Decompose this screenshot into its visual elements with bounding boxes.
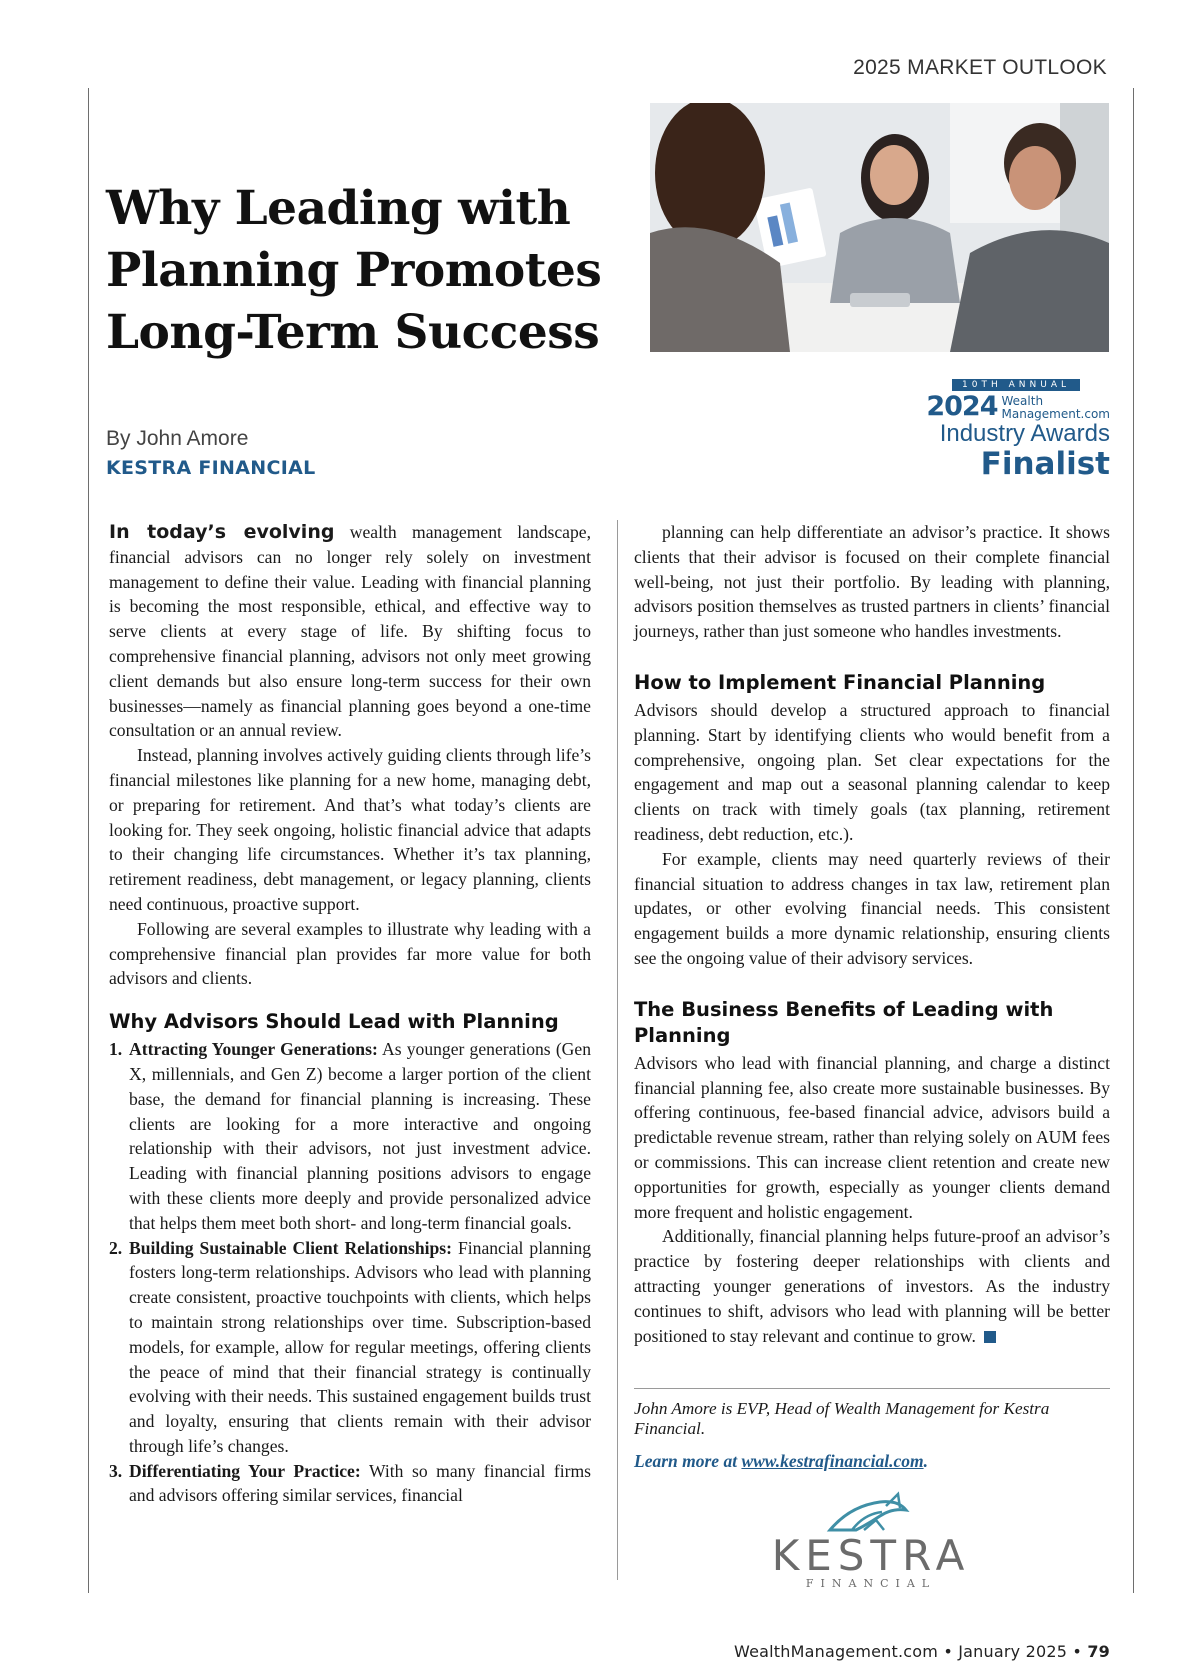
learn-more-prefix: Learn more at: [634, 1451, 742, 1471]
section-heading: The Business Benefits of Leading with Planning: [634, 997, 1054, 1047]
body-paragraph: Following are several examples to illustrate why leading with a comprehensive financial plan provides far more value for both advisors and clients.: [109, 918, 591, 989]
meeting-photo: [650, 103, 1109, 352]
award-name: Industry Awards: [939, 420, 1110, 447]
right-rule: [1133, 88, 1134, 1593]
body-paragraph: Advisors who lead with financial planning, and charge a distinct financial planning fee, also create more sustainable businesses. By offering continuous, fee-based financial advice, advisors build a predictable revenue stream, rather than relying solely on AUM fees or commissions. This can increase client retention and create new opportunities for growth, especially as younger clients demand more frequent and holistic engagement.: [634, 1052, 1110, 1222]
section-label: 2025 MARKET OUTLOOK: [853, 56, 1107, 79]
list-text: As younger generations (Gen X, millennials, and Gen Z) become a larger portion of the client base, the demand for financial planning is increasing. These clients are looking for a more interactive and ongoing relationship with their advisors, not just investment advice. Leading with financial planning positions advisors to engage with these clients more deeply and provide personalized advice that helps them meet both short- and long-term financial goals.: [129, 1039, 591, 1233]
bio-divider: [634, 1388, 1110, 1389]
intro-lead: In today’s evolving: [109, 521, 335, 543]
reasons-list: [109, 1037, 591, 1508]
award-brand-line: Wealth: [1001, 394, 1044, 408]
body-paragraph: For example, clients may need quarterly reviews of their financial situation to address changes in tax law, retirement plan updates, or other evolving financial needs. This consistent engagement builds a more dynamic relationship, ensuring clients see the ongoing value of their advisory services.: [634, 848, 1110, 968]
intro-paragraph: [109, 520, 591, 743]
list-label: Differentiating Your Practice:: [129, 1460, 361, 1481]
final-paragraph-text: Additionally, financial planning helps future-proof an advisor’s practice by fostering deeper relationships with clients and attracting younger generations of investors. As the industry continues to shift, advisors who lead with planning will be better positioned to stay relevant and continue to grow.: [634, 1226, 1110, 1346]
title-line: Long-Term Success: [106, 305, 600, 360]
author-company: KESTRA FINANCIAL: [106, 457, 316, 479]
award-brand: [1002, 395, 1111, 421]
intro-text: wealth management landscape, financial advisors can no longer rely solely on investment management to define their value. Leading with financial planning is becoming the most responsible, ethical, and effective way to serve clients at every stage of life. By shifting focus to comprehensive financial planning, advisors not only meet growing client demands but also ensure long-term success for their own businesses—namely as financial planning goes beyond a one-time consultation or an annual review.: [109, 522, 591, 741]
section-heading: How to Implement Financial Planning: [634, 670, 1046, 694]
list-label: Attracting Younger Generations:: [129, 1039, 378, 1060]
list-item: [109, 1037, 591, 1235]
left-column: [109, 520, 591, 1508]
body-paragraph: Advisors should develop a structured approach to financial planning. Start by identifying clients who would benefit from a comprehensive, ongoing plan. Set clear expectations for the engagement and map out a seasonal planning calendar to keep clients on track with timely goals (tax planning, retirement readiness, debt reduction, etc.).: [634, 699, 1110, 844]
learn-more: [634, 1451, 928, 1472]
body-paragraph: [634, 1224, 1110, 1348]
author-bio: John Amore is EVP, Head of Wealth Management for Kestra Financial.: [634, 1399, 1050, 1438]
column-rule: [617, 520, 618, 1580]
title-line: Planning Promotes: [106, 243, 602, 298]
byline: By John Amore: [106, 427, 249, 450]
page-footer: [734, 1642, 1110, 1661]
kestra-logo: [760, 1490, 982, 1590]
article-title: [106, 178, 636, 364]
continuation-paragraph: planning can help differentiate an advisor’s practice. It shows clients that their advisor is focused on their complete financial well-being, not just their portfolio. By leading with planning, advisors position themselves as trusted partners in clients’ financial journeys, rather than just someone who handles investments.: [634, 522, 1110, 642]
page-number: 79: [1087, 1642, 1110, 1661]
logo-wordmark: KESTRA: [771, 1531, 971, 1580]
list-number: 1.: [109, 1039, 123, 1060]
right-column: [634, 520, 1110, 1348]
award-annual: 10TH ANNUAL: [952, 379, 1080, 391]
list-item: [109, 1236, 591, 1459]
learn-more-suffix: .: [923, 1451, 928, 1471]
list-label: Building Sustainable Client Relationships:: [129, 1237, 452, 1258]
left-rule: [88, 88, 89, 1593]
list-text: Financial planning fosters long-term relationships. Advisors who lead with planning create consistent, proactive touchpoints with clients, which helps to maintain strong relationships over time. Subscription-based models, for example, allow for regular meetings, offering clients the peace of mind that their financial strategy is continually evolving with their needs. This sustained engagement builds trust and loyalty, ensuring that clients remain with their advisor through life’s changes.: [129, 1237, 591, 1456]
meeting-illustration: [650, 103, 1109, 352]
learn-more-link[interactable]: www.kestrafinancial.com: [741, 1451, 924, 1471]
award-status: Finalist: [980, 446, 1110, 482]
list-number: 2.: [109, 1237, 123, 1258]
kestra-logo-mark: [760, 1490, 982, 1590]
list-number: 3.: [109, 1460, 123, 1481]
award-badge: [900, 372, 1110, 481]
title-line: Why Leading with: [106, 181, 571, 236]
body-paragraph: Instead, planning involves actively guiding clients through life’s financial milestones like planning for a new home, managing debt, or preparing for retirement. And that’s what today’s clients are looking for. They seek ongoing, holistic financial advice that adapts to their changing life circumstances. Whether it’s tax planning, retirement readiness, debt management, or legacy planning, clients need continuous, proactive support.: [109, 745, 591, 914]
logo-subtext: FINANCIAL: [805, 1577, 937, 1590]
list-text: With so many financial firms and advisors offering similar services, financial: [129, 1460, 592, 1506]
list-item: [109, 1459, 591, 1509]
footer-text: WealthManagement.com • January 2025 •: [734, 1642, 1088, 1661]
award-year: 2024: [926, 391, 998, 422]
award-brand-line: Management.com: [1001, 407, 1110, 421]
section-heading: Why Advisors Should Lead with Planning: [109, 1010, 559, 1034]
end-mark-icon: [984, 1331, 996, 1343]
